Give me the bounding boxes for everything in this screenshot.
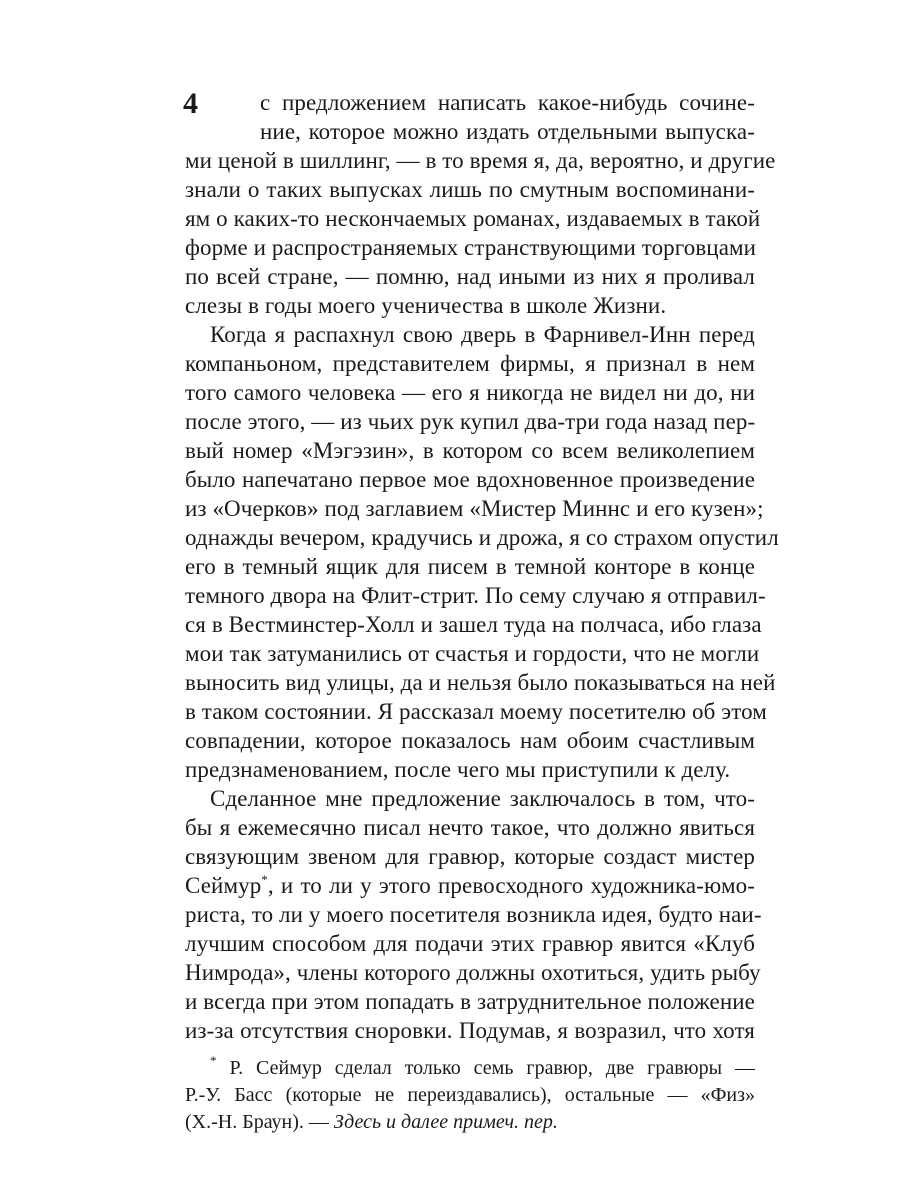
body-line: того самого человека — его я никогда не видел ни до, ни (185, 380, 755, 405)
body-line: выносить вид улицы, да и нельзя было показываться на ней (185, 670, 776, 695)
body-line: по всей стране, — помню, над иными из них я проливал (185, 264, 755, 289)
footnote-text: Р. Сеймур сделал только семь гравюр, две гравюры — (229, 1057, 755, 1079)
body-line: ми ценой в шиллинг, — в то время я, да, вероятно, и другие (185, 148, 776, 173)
body-line: из-за отсутствия сноровки. Подумав, я возразил, что хотя (185, 1018, 755, 1043)
page-number: 4 (183, 87, 198, 120)
body-line: вый номер «Мэгэзин», в котором со всем великолепием (185, 438, 755, 463)
footnote-line (185, 1108, 755, 1136)
body-line: из «Очерков» под заглавием «Мистер Миннс и его кузен»; (185, 496, 764, 521)
body-line: после этого, — из чьих рук купил два-три года назад пер- (185, 409, 756, 434)
body-line: Нимрода», члены которого должны охотиться, удить рыбу (185, 960, 761, 985)
footnote-ref-marker: * (261, 872, 268, 887)
footnote-translator-note: Здесь и далее примеч. пер. (333, 1111, 558, 1133)
body-line: и всегда при этом попадать в затруднительное положение (185, 989, 755, 1014)
body-line: однажды вечером, крадучись и дрожа, я со страхом опустил (185, 525, 779, 550)
body-line: было напечатано первое мое вдохновенное произведение (185, 467, 755, 492)
body-line: мои так затуманились от счастья и гордости, что не могли (185, 641, 760, 666)
footnote-marker: * (210, 1053, 217, 1068)
body-line: Сделанное мне предложение заключалось в том, что- (210, 786, 755, 811)
footnote-line (210, 1054, 755, 1082)
body-line: совпадении, которое показалось нам обоим счастливым (185, 728, 755, 753)
footnote-line: Р.-У. Басс (которые не переиздавались), остальные — «Физ» (185, 1084, 755, 1106)
body-line: риста, то ли у моего посетителя возникла идея, будто наи- (185, 902, 762, 927)
body-line: ся в Вестминстер-Холл и зашел туда на полчаса, ибо глаза (185, 612, 762, 637)
body-line: предзнаменованием, после чего мы приступили к делу. (185, 757, 731, 782)
body-line: темного двора на Флит-стрит. По сему случаю я отправил- (185, 583, 766, 608)
footnote-text: (Х.-Н. Браун). — (185, 1111, 334, 1133)
body-line: Когда я распахнул свою дверь в Фарнивел-Инн перед (210, 322, 755, 347)
body-line: ям о каких-то нескончаемых романах, издаваемых в такой (185, 206, 761, 231)
body-line: знали о таких выпусках лишь по смутным воспоминани- (185, 177, 755, 202)
body-text: Сеймур (185, 873, 262, 898)
body-line-with-footnote-ref (185, 871, 755, 901)
body-line: ние, которое можно издать отдельными выпуска- (260, 119, 755, 144)
body-line: в таком состоянии. Я рассказал моему посетителю об этом (185, 699, 767, 724)
body-text: , и то ли у этого превосходного художника-юмо- (267, 873, 755, 898)
body-line: бы я ежемесячно писал нечто такое, что должно явиться (185, 815, 755, 840)
body-line: слезы в годы моего ученичества в школе Жизни. (185, 293, 667, 318)
body-line: его в темный ящик для писем в темной конторе в конце (185, 554, 755, 579)
body-line: связующим звеном для гравюр, которые создаст мистер (185, 844, 755, 869)
body-line: лучшим способом для подачи этих гравюр явится «Клуб (185, 931, 755, 956)
body-line: компаньоном, представителем фирмы, я признал в нем (185, 351, 755, 376)
body-line: форме и распространяемых странствующими торговцами (185, 235, 757, 260)
body-line: с предложением написать какое-нибудь сочине- (260, 90, 755, 115)
